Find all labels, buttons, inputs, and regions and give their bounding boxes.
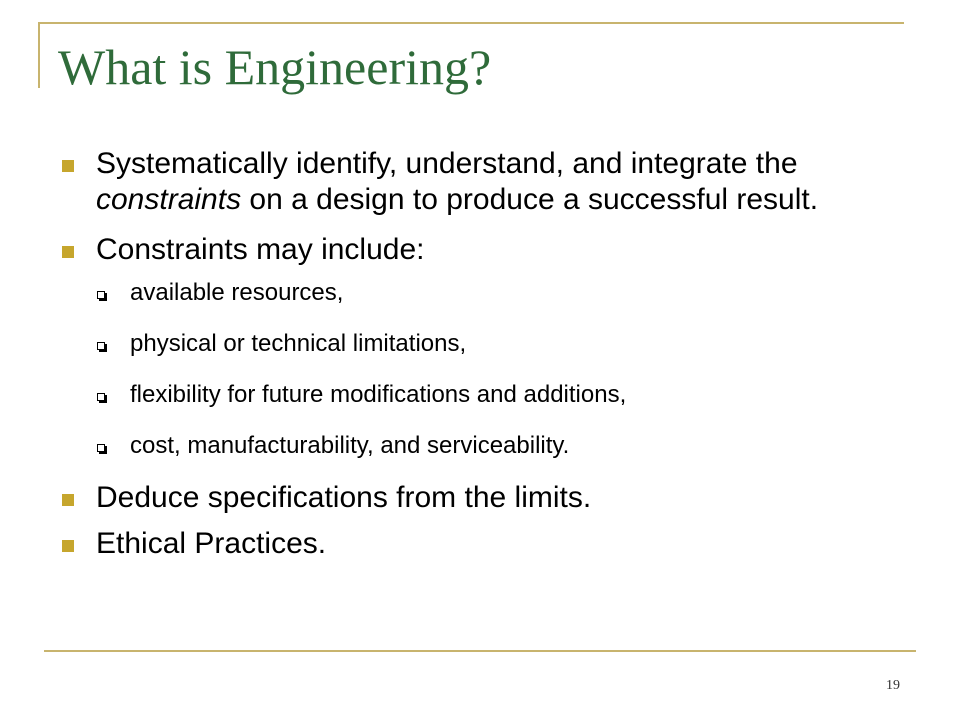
sub-bullet-item: [58, 330, 918, 358]
square-bullet-icon: [62, 246, 74, 258]
bullet-item: [58, 146, 918, 218]
left-border-line: [38, 22, 40, 88]
sub-square-bullet-icon: [97, 291, 105, 299]
bullet-item: [58, 480, 918, 516]
bullet-item: [58, 232, 918, 268]
sub-bullet-text: flexibility for future modifications and additions,: [130, 381, 627, 408]
bullet-text: Systematically identify, understand, and integrate the constraints on a design to produce a successful result.: [96, 147, 819, 216]
sub-bullet-text: cost, manufacturability, and serviceability.: [130, 432, 570, 459]
square-bullet-icon: [62, 540, 74, 552]
bullet-text: Constraints may include:: [96, 233, 425, 266]
bullet-item: [58, 526, 918, 562]
bullet-text: Deduce specifications from the limits.: [96, 481, 592, 514]
sub-square-bullet-icon: [97, 393, 105, 401]
top-border-line: [38, 22, 904, 24]
sub-bullet-item: [58, 381, 918, 409]
sub-bullet-item: [58, 279, 918, 307]
sub-square-bullet-icon: [97, 444, 105, 452]
sub-bullet-text: physical or technical limitations,: [130, 330, 467, 357]
emphasized-term: constraints: [96, 183, 242, 216]
page-number: 19: [886, 678, 900, 693]
sub-bullet-text: available resources,: [130, 279, 344, 306]
sub-bullet-item: [58, 432, 918, 460]
sub-square-bullet-icon: [97, 342, 105, 350]
square-bullet-icon: [62, 494, 74, 506]
slide-body: [58, 146, 918, 562]
bullet-text: Ethical Practices.: [96, 527, 327, 560]
footer-divider-line: [44, 650, 916, 652]
square-bullet-icon: [62, 160, 74, 172]
slide-title: What is Engineering?: [58, 39, 492, 95]
